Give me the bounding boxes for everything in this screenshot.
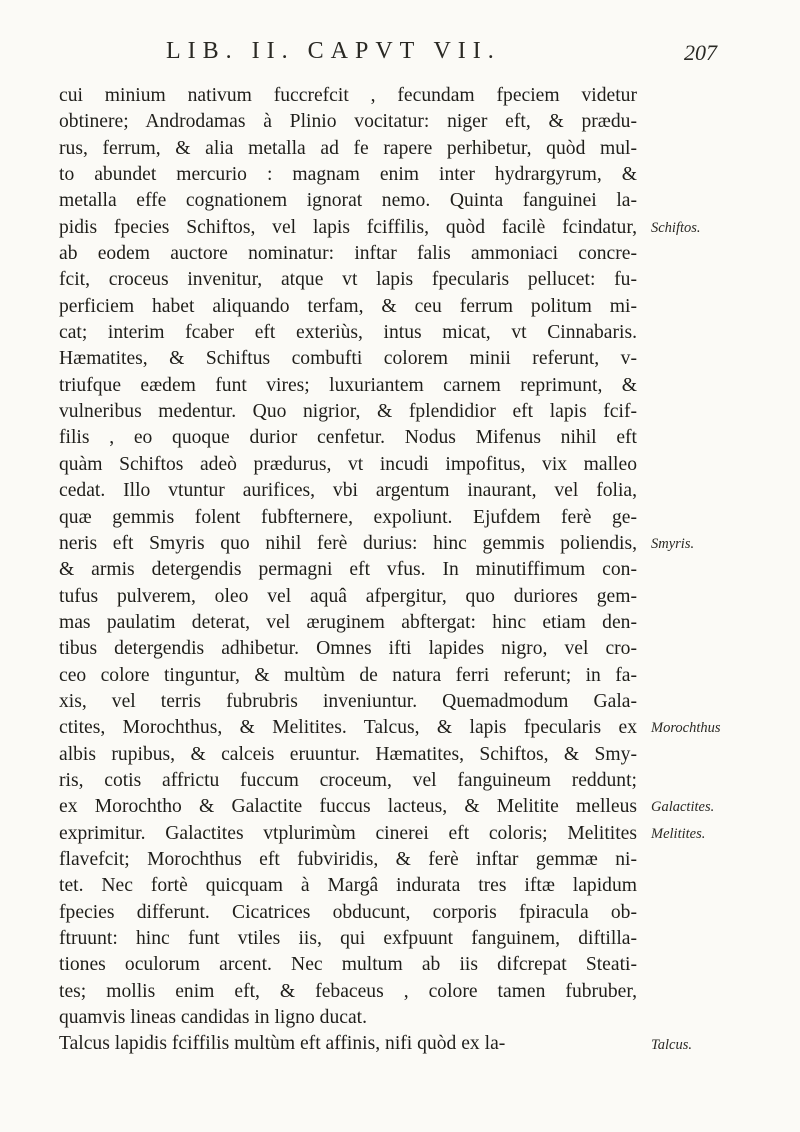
text-line: flavefcit; Morochthus eft fubviridis, & ferè inftar gemmæ ni- [59,848,637,870]
text-line: tibus detergendis adhibetur. Omnes ifti lapides nigro, vel cro- [59,638,637,660]
text-line: obtinere; Androdamas à Plinio vocitatur: niger eft, & prædu- [59,111,637,133]
text-line: mas paulatim deterat, vel æruginem abftergat: hinc etiam den- [59,611,637,633]
text-line: vulneribus medentur. Quo nigrior, & fplendidior eft lapis fcif- [59,401,637,423]
running-head: LIB. II. CAPVT VII. [166,38,501,64]
text-line: tet. Nec fortè quicquam à Margâ indurata tres iftæ lapidum [59,875,637,897]
text-line: & armis detergendis permagni eft vfus. In minutiffimum con- [59,559,637,581]
text-line: ab eodem auctore nominatur: inftar falis ammoniaci concre- [59,243,637,265]
margin-note: Smyris. [651,535,695,552]
text-line: tufus pulverem, oleo vel aquâ afpergitur, quo duriores gem- [59,585,637,607]
text-line: tes; mollis enim eft, & febaceus , colore tamen fubruber, [59,980,637,1002]
page-number: 207 [684,40,717,65]
text-line: ris, cotis affrictu fuccum croceum, vel fanguineum reddunt; [59,769,637,791]
text-line: ctites, Morochthus, & Melitites. Talcus, & lapis fpecularis ex [59,717,637,739]
text-line: pidis fpecies Schiftos, vel lapis fciffilis, quòd facilè fcindatur, [59,216,637,238]
margin-note: Talcus. [651,1036,692,1053]
margin-note: Galactites. [651,799,715,816]
text-line: metalla effe cognationem ignorat nemo. Quinta fanguinei la- [59,190,637,212]
text-line: neris eft Smyris quo nihil ferè durius: hinc gemmis poliendis, [59,532,637,554]
text-line: Talcus lapidis fciffilis multùm eft affinis, nifi quòd ex la- [59,1033,506,1055]
margin-note: Schiftos. [651,219,701,236]
text-line: rus, ferrum, & alia metalla ad fe rapere perhibetur, quòd mul- [59,137,637,159]
text-line: fpecies differunt. Cicatrices obducunt, corporis fpiracula ob- [59,901,637,923]
text-line: fcit, croceus invenitur, atque vt lapis fpecularis pellucet: fu- [59,269,637,291]
text-line: ex Morochtho & Galactite fuccus lacteus, & Melitite melleus [59,796,637,818]
text-line: quamvis lineas candidas in ligno ducat. [59,1007,367,1029]
body-text [59,83,637,1058]
text-line: ceo colore tinguntur, & multùm de natura ferri referunt; in fa- [59,664,637,686]
text-line: exprimitur. Galactites vtplurimùm cinerei eft coloris; Melitites [59,822,637,844]
text-line: triufque eædem funt vires; luxuriantem carnem reprimunt, & [59,374,637,396]
text-line: ftruunt: hinc funt vtiles iis, qui exfpuunt fanguinem, diftilla- [59,928,637,949]
text-line: albis rupibus, & calceis eruuntur. Hæmatites, Schiftos, & Smy- [59,743,637,765]
text-line: filis , eo quoque durior cenfetur. Nodus Mifenus nihil eft [59,427,637,449]
text-line: Hæmatites, & Schiftus combufti colorem minii referunt, v- [59,348,637,370]
margin-note: Melitites. [651,825,706,842]
text-line: to abundet mercurio : magnam enim inter hydrargyrum, & [59,164,637,186]
margin-note: Morochthus [651,720,721,737]
text-line: cui minium nativum fuccrefcit , fecundam fpeciem videtur [59,85,637,106]
text-line: quàm Schiftos adeò prædurus, vt incudi impofitus, vix malleo [59,453,637,475]
text-line: cedat. Illo vtuntur aurifices, vbi argentum inaurant, vel folia, [59,480,637,502]
text-line: cat; interim fcaber eft exteriùs, intus micat, vt Cinnabaris. [59,322,637,344]
text-line: quæ gemmis folent fubfternere, expoliunt. Ejufdem ferè ge- [59,506,637,528]
text-line: perficiem habet aliquando terfam, & ceu ferrum politum mi- [59,295,637,317]
text-line: xis, vel terris fubrubris inveniuntur. Quemadmodum Gala- [59,690,637,712]
text-line: tiones oculorum arcent. Nec multum ab iis difcrepat Steati- [59,954,637,976]
